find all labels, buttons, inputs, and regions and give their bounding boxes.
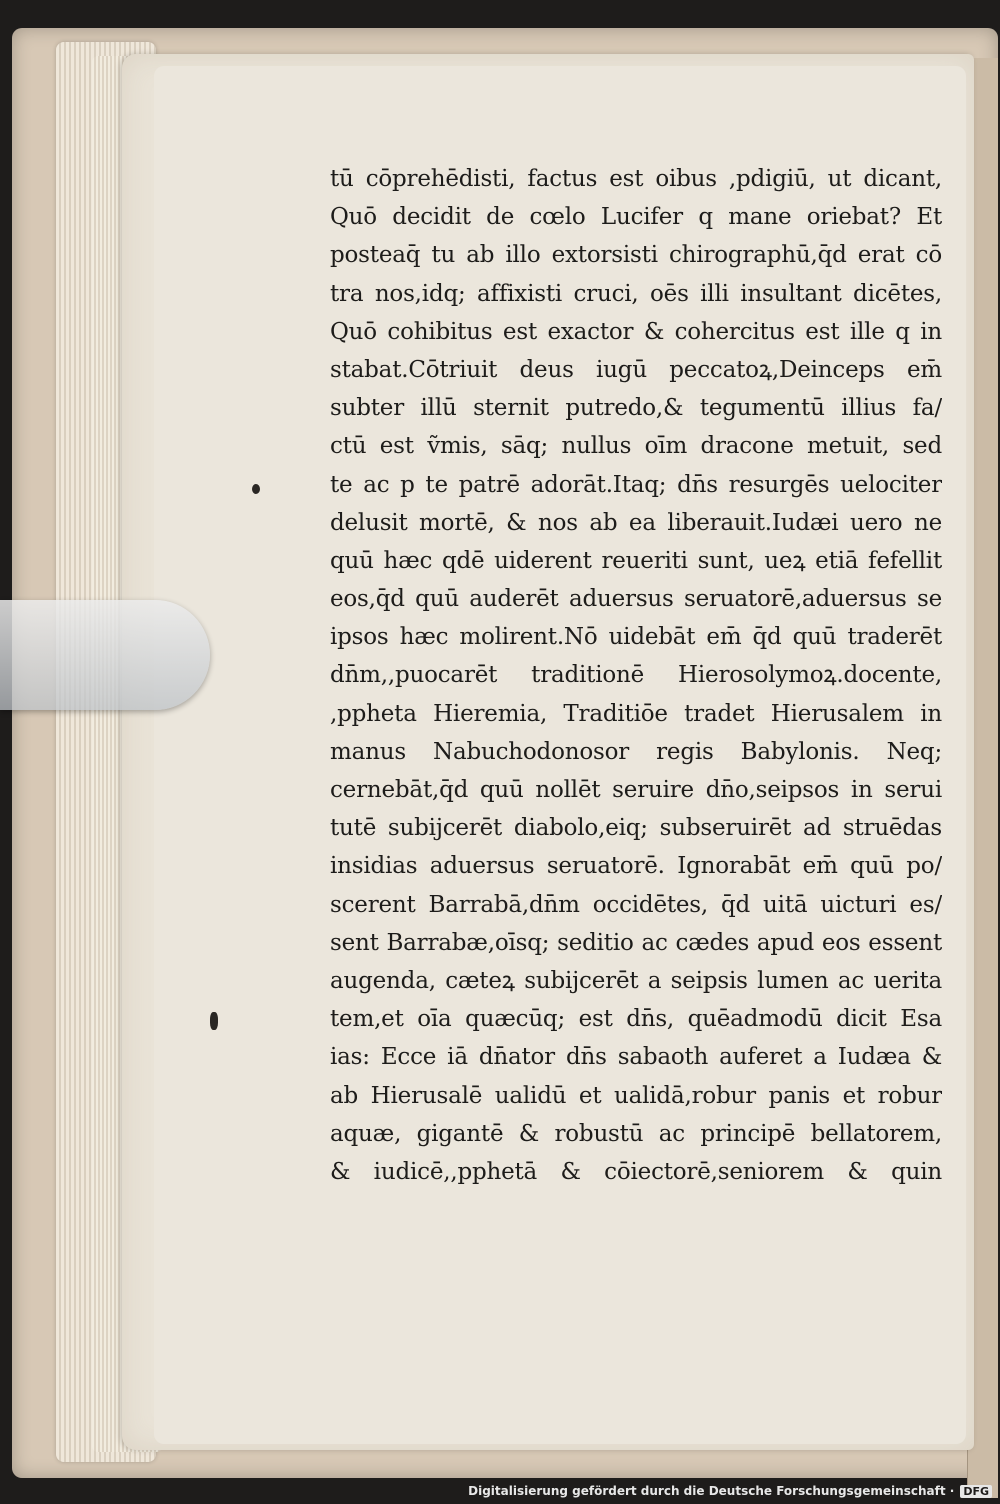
text-line: dn̄m,,puocarēt traditionē Hierosolymoꝝ.docente, bbox=[330, 662, 942, 689]
text-line: delusit mortē, & nos ab ea liberauit.Iudæi uero ne bbox=[330, 509, 942, 536]
text-line: tū cōprehēdisti, factus est oibus ,pdigiū, ut dicant, bbox=[330, 166, 942, 192]
text-line: posteaq̄ tu ab illo extorsisti chirographū,q̄d erat cō bbox=[330, 242, 942, 269]
text-line: Quō cohibitus est exactor & cohercitus est ille q in bbox=[330, 318, 942, 345]
text-line: tutē subijcerēt diabolo,eiq; subseruirēt ad struēdas bbox=[330, 815, 942, 842]
printed-text-block bbox=[330, 160, 942, 1191]
text-line: insidias aduersus seruatorē. Ignorabāt em̄ quū po/ bbox=[330, 853, 942, 880]
text-line: ab Hierusalē ualidū et ualidā,robur panis et robur bbox=[330, 1082, 942, 1109]
text-line: & iudicē,,pphetā & cōiectorē,seniorem & quin bbox=[330, 1158, 942, 1185]
text-line: stabat.Cōtriuit deus iugū peccatoꝝ,Deinceps em̄ bbox=[330, 356, 942, 383]
page-spot bbox=[210, 1012, 218, 1030]
text-line: ,ppheta Hieremia, Traditiōe tradet Hierusalem in bbox=[330, 700, 942, 727]
glass-clip bbox=[0, 600, 210, 710]
text-line: sent Barrabæ,oīsq; seditio ac cædes apud eos essent bbox=[330, 929, 942, 956]
text-line: te ac p te patrē adorāt.Itaq; dn̄s resurgēs uelociter bbox=[330, 471, 942, 498]
text-line: ipsos hæc molirent.Nō uidebāt em̄ q̄d quū traderēt bbox=[330, 624, 942, 651]
text-line: quū hæc qdē uiderent reueriti sunt, ueꝝ etiā fefellit bbox=[330, 547, 942, 574]
dfg-logo: DFG bbox=[960, 1485, 992, 1498]
text-line: ias: Ecce iā dn̄ator dn̄s sabaoth auferet a Iudæa & bbox=[330, 1044, 942, 1071]
text-line: aquæ, gigantē & robustū ac principē bellatorem, bbox=[330, 1120, 942, 1147]
text-line: manus Nabuchodonosor regis Babylonis. Neq; bbox=[330, 738, 942, 765]
digitization-credit bbox=[468, 1480, 992, 1502]
text-line: ctū est ṽmis, sāq; nullus oīm dracone metuit, sed bbox=[330, 433, 942, 460]
page-spot bbox=[252, 484, 260, 494]
text-line: cernebāt,q̄d quū nollēt seruire dn̄o,seipsos in serui bbox=[330, 777, 942, 803]
text-line: tra nos,idq; affixisti cruci, oēs illi insultant dicētes, bbox=[330, 280, 942, 307]
text-line: Quō decidit de cœlo Lucifer q mane oriebat? Et bbox=[330, 204, 942, 231]
text-line: subter illū sternit putredo,& tegumentū illius fa/ bbox=[330, 395, 942, 422]
text-line: augenda, cæteꝝ subijcerēt a seipsis lumen ac uerita bbox=[330, 967, 942, 994]
text-line: tem,et oīa quæcūq; est dn̄s, quēadmodū dicit Esa bbox=[330, 1006, 942, 1033]
text-line: scerent Barrabā,dn̄m occidētes, q̄d uitā uicturi es/ bbox=[330, 891, 942, 918]
text-line: eos,q̄d quū auderēt aduersus seruatorē,aduersus se bbox=[330, 586, 942, 613]
credit-text: Digitalisierung gefördert durch die Deutsche Forschungsgemeinschaft · bbox=[468, 1484, 955, 1498]
